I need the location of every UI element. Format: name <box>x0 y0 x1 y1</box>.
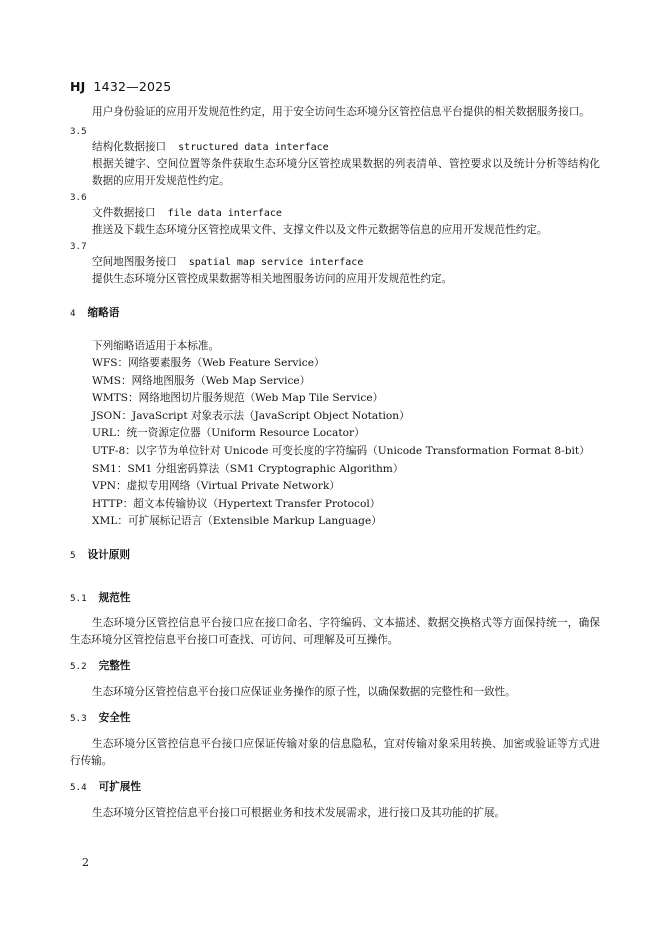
abbreviation-item: WFS：网络要素服务（Web Feature Service） <box>92 357 325 369</box>
abbreviation-item: UTF-8：以字节为单位针对 Unicode 可变长度的字符编码（Unicode Transformation Format 8-bit） <box>92 444 590 457</box>
term-number: 3.7 <box>70 241 87 252</box>
page-content <box>70 104 600 822</box>
term-title-zh: 文件数据接口 <box>92 207 156 219</box>
subsection-number: 5.4 <box>70 781 87 793</box>
subsection-number: 5.2 <box>70 660 87 672</box>
subsection-title: 完整性 <box>98 659 131 672</box>
abbreviation-item: JSON：JavaScript 对象表示法（JavaScript Object Notation） <box>92 409 410 422</box>
term-title <box>92 254 600 271</box>
term-definition: 提供生态环境分区管控成果数据等相关地图服务访问的应用开发规范性约定。 <box>92 273 453 285</box>
abbreviation-item: WMTS：网络地图切片服务规范（Web Map Tile Service） <box>92 392 384 405</box>
subsection-text: 生态环境分区管控信息平台接口应保证传输对象的信息隐私，宜对传输对象采用转换、加密或验证等方式进行传输。 <box>70 737 600 767</box>
standard-code-number: 1432—2025 <box>93 79 172 94</box>
subsection-heading <box>70 710 600 727</box>
term-title <box>92 205 600 222</box>
term-definition: 推送及下载生态环境分区管控成果文件、支撑文件以及文件元数据等信息的应用开发规范性约定。 <box>92 224 548 236</box>
section-intro: 下列缩略语适用于本标准。 <box>92 340 220 352</box>
subsection-text: 生态环境分区管控信息平台接口可根据业务和技术发展需求，进行接口及其功能的扩展。 <box>92 806 506 819</box>
section-title: 设计原则 <box>87 548 130 561</box>
abbreviation-item: HTTP：超文本传输协议（Hypertext Transfer Protocol） <box>92 497 381 510</box>
term-number: 3.5 <box>70 126 87 137</box>
subsection-number: 5.1 <box>70 592 87 604</box>
subsection-title: 安全性 <box>98 711 131 724</box>
subsection-heading <box>70 658 600 675</box>
subsection-text: 生态环境分区管控信息平台接口应保证业务操作的原子性，以确保数据的完整性和一致性。 <box>92 685 516 698</box>
section-number: 5 <box>70 549 76 561</box>
subsection-number: 5.3 <box>70 712 87 724</box>
section-number: 4 <box>70 308 76 319</box>
abbreviation-item: URL：统一资源定位器（Uniform Resource Locator） <box>92 427 365 440</box>
term-title <box>92 139 600 156</box>
term-title-en: structured data interface <box>178 142 329 153</box>
abbreviation-item: SM1：SM1 分组密码算法（SM1 Cryptographic Algorithm） <box>92 462 404 475</box>
subsection-title: 可扩展性 <box>98 780 141 793</box>
term-entry <box>70 190 600 239</box>
term-title-en: spatial map service interface <box>188 257 364 268</box>
subsection-text: 生态环境分区管控信息平台接口应在接口命名、字符编码、文本描述、数据交换格式等方面保持统一，确保生态环境分区管控信息平台接口可查找、可访问、可理解及可互操作。 <box>70 616 600 646</box>
standard-code-prefix: HJ <box>70 79 86 94</box>
abbreviation-item: XML：可扩展标记语言（Extensible Markup Language） <box>92 515 382 528</box>
intro-paragraph: 用户身份验证的应用开发规范性约定，用于安全访问生态环境分区管控信息平台提供的相关数据服务接口。 <box>92 106 590 118</box>
term-title-zh: 结构化数据接口 <box>92 141 167 153</box>
abbreviation-item: VPN：虚拟专用网络（Virtual Private Network） <box>92 480 340 493</box>
term-entry <box>70 124 600 190</box>
subsection-title: 规范性 <box>98 591 131 604</box>
page-header <box>70 79 171 94</box>
term-title-en: file data interface <box>167 208 282 219</box>
page-number: 2 <box>82 856 89 869</box>
section-heading <box>70 547 600 564</box>
section-title: 缩略语 <box>87 307 120 319</box>
abbreviation-item: WMS：网络地图服务（Web Map Service） <box>92 374 311 387</box>
term-entry <box>70 239 600 288</box>
abbreviation-list <box>70 355 600 531</box>
subsection-heading <box>70 590 600 607</box>
term-title-zh: 空间地图服务接口 <box>92 256 177 268</box>
subsection-heading <box>70 779 600 796</box>
term-definition: 根据关键字、空间位置等条件获取生态环境分区管控成果数据的列表清单、管控要求以及统计分析等结构化数据的应用开发规范性约定。 <box>92 158 600 187</box>
term-number: 3.6 <box>70 192 87 203</box>
section-heading <box>70 305 600 322</box>
